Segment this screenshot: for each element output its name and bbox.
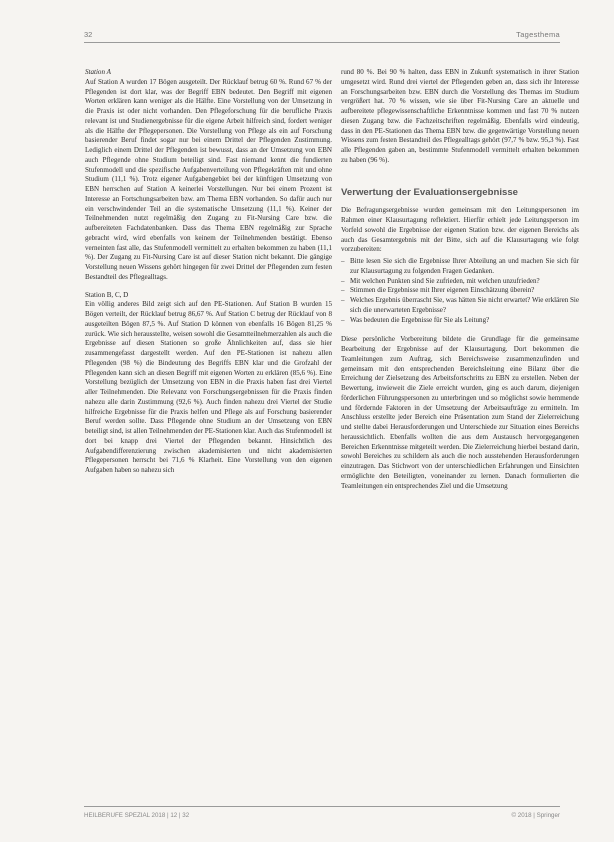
left-column — [85, 68, 332, 476]
list-item: – Bitte lesen Sie sich die Ergebnisse Ihrer Abteilung an und machen Sie sich für zur Klausurtagung zu folgenden Fragen Gedanken. — [341, 257, 579, 277]
page-number: 32 — [84, 30, 93, 39]
right-column — [341, 68, 579, 491]
list-item: – Mit welchen Punkten sind Sie zufrieden, mit welchen unzufrieden? — [341, 277, 579, 287]
footer-citation: HEILBERUFE SPEZIAL 2018 | 12 | 32 — [84, 812, 190, 819]
station-a-paragraph: Auf Station A wurden 17 Bögen ausgeteilt. Der Rücklauf betrug 60 %. Rund 67 % der Pflegenden ist dort klar, was der Begriff EBN bedeutet. Den Begriff mit eigenen Worten erklären kann weniger als die Hälfte. Eine Vorstellung von der Umsetzung in die Praxis ist oder nicht vorhanden. Den Pflegeforschung für die berufliche Praxis relevant ist und Studienergebnisse für die eigene Arbeit hilfreich sind, fordert weniger als die Hälfte der Pflegepersonen. Die Vorstellung von Pflege als ein auf Forschung basierender Beruf findet sogar nur bei einem Drittel der Pflegenden Zustimmung. Lediglich einem Drittel der Pflegenden ist bewusst, dass an der Umsetzung von EBN auch Pflegende ohne Studium beteiligt sind. Fast niemand kennt die fundierten Stufenmodell und die spezifische Aufgabenverteilung von Pflegekräften mit und ohne Studium (11,1 %). Trotz eigener Aufgabengebiet bei der künftigen Umsetzung von EBN herrschen auf Station A keinerlei Vorstellungen. Nur bei einem Prozent ist Interesse an Fortschungsarbeiten bzw. am Thema EBN vorhanden. So dafür auch nur ein verschwindender Teil an die systematische Umsetzung (11,1 %). Keiner der Teilnehmenden nutzt regelmäßig den Zugang zu Fit-Nursing Care bzw. die aufbereiteten Fachdatenbanken. Dass das Thema EBN regelmäßig zur Sprache gebracht wird, wird ebenfalls von keinem der Teilnehmenden bestätigt. Ebenso verneinten fast alle, das Stufenmodell vermittelt zu erhalten bekommen zu haben (11,1 %). Der Zugang zu Fit-Nursing Care ist auf dieser Station nicht bekannt. Die gängige Vorstellung neuen Wissens gehört hingegen für zwei Drittel der Pflegenden zum festen Bestandteil des Pflegealltags. — [85, 77, 332, 281]
running-head — [84, 28, 560, 43]
list-item: – Was bedeuten die Ergebnisse für Sie als Leitung? — [341, 316, 579, 326]
intro-paragraph: Die Befragungsergebnisse wurden gemeinsam mit den Leitungspersonen im Rahmen einer Klausurtagung reflektiert. Hierfür erhielt jede Leitungsperson im Vorfeld sowohl die Ergebnisse der eigenen Station bzw. der eigenen Bereichs als auch das Gesamtergebnis mit der Bitte, sich auf die Klausurtagung wie folgt vorzubereiten: — [341, 206, 579, 254]
station-bcd-heading: Station B, C, D — [85, 290, 129, 299]
question-list — [341, 257, 579, 325]
station-bcd-paragraph: Ein völlig anderes Bild zeigt sich auf den PE-Stationen. Auf Station B wurden 15 Bögen verteilt, der Rücklauf betrug 86,67 %. Auf Station C betrug der Rücklauf von 8 ausgeteilten Bögen 87,5 %. Auf Station D können von ebenfalls 16 Bögen 81,25 % zurück. Wie sich herausstellte, weisen sowohl die Gesamtteilnehmerzahlen als auch die Ergebnisse auf diesen Stationen so große Ähnlichkeiten auf, dass sie hier zusammengefasst dargestellt werden. Auf den PE-Stationen ist nahezu allen Pflegenden (98 %) die Bindeutung des Begriffs EBN klar und die Grofzahl der Pflegenden kann sich an diesen Begriff mit eigenen Worten zu erklären (85,6 %). Eine Vorstellung bezüglich der Umsetzung von EBN in die Praxis haben fast drei Viertel aller Teilnehmenden. Die Relevanz von Forschungsergebnissen für die Praxis finden nahezu alle darin Zustimmung (92,6 %). Auch finden nahezu drei Viertel der Studie hilfreiche Ergebnisse für die Praxis helfen und Pflege als auf Forschung basierender Beruf werden sollte. Dass Pflegende ohne Studium an der Umsetzung von EBN beteiligt sind, ist allen Teilnehmenden der PE-Stationen klar. Auch das Stufenmodell ist dort bei knapp drei Viertel der Pflegenden bekannt. Hinsichtlich des Aufgabendifferenzierung zwischen akademisierten und nicht akademisierten Pflegepersonen herrscht bei 71,6 % Klarheit. Eine Vorstellung von den eigenen Aufgaben haben so nahezu sich — [85, 300, 332, 474]
section-label: Tagesthema — [516, 30, 560, 39]
footer-publisher: © 2018 | Springer — [511, 812, 560, 819]
page-footer — [84, 806, 560, 821]
list-item: – Welches Ergebnis überrascht Sie, was hätten Sie nicht erwartet? Wie erklären Sie sich die unerwarteten Ergebnisse? — [341, 296, 579, 316]
station-a-heading: Station A — [85, 68, 111, 76]
list-item: – Stimmen die Ergebnisse mit Ihrer eigenen Einschätzung überein? — [341, 286, 579, 296]
continued-paragraph: rund 80 %. Bei 90 % halten, dass EBN in Zukunft systematisch in ihrer Station umgesetzt wird. Rund drei viertel der Pflegenden geben an, dass sich ihr Interesse an Forschungsarbeiten bzw. EBN durch die Vorstellung des Themas im Studium vergrößert hat. 70 % wissen, wie sie über Fit-Nursing Care an aktuelle und aufbereitete pflegewissenschaftliche Erkenntnisse kommen und fast 70 % nutzen diesen Zugang bzw. die Fachzeitschriften regelmäßig. Ebenfalls wird eindeutig, dass in den PE-Stationen das Thema EBN bzw. die gegenwärtige Vorstellung neuen Wissens zum festen Bestandteil des Pflegealltags gehört (97,7 % bzw. 95,3 %). Fast alle Pflegenden gaben an, bestimmte Stufenmodell vermittelt erhalten bekommen zu haben (96 %). — [341, 68, 579, 164]
section-heading: Verwertung der Evaluationsergebnisse — [341, 186, 519, 198]
outcome-paragraph: Diese persönliche Vorbereitung bildete die Grundlage für die gemeinsame Bearbeitung der Ergebnisse auf der Klausurtagung. Dort bekommen die Teamleitungen zum Auftrag, sich Bereichsweise zusammenzufinden und gemeinsam mit den entsprechenden Bereichsleitung eine Bilanz über die Erreichung der Zielsetzung des Arbeitsfortschritts zu EBN zu erstellen. Neben der Bewertung, inwieweit die Ziele erreicht wurden, ging es auch darum, diejenigen förderlichen Führungspersonen zu unterbringen und so möglichst sowie hemmende und fördernde Faktoren in der Umsetzung der Arbeitsaufträge zu ermitteln. Im Anschluss erstellte jeder Bereich eine Präsentation zum Stand der Zielerreichung und stellte dabei Herausforderungen und Unterschiede zur Situation eines Bereichs heraussichtlich. Ebenfalls wollten die aus dem Austausch hervorgegangenen Bereichen Erkenntnisse mitgeteilt werden. Die Zielerreichung hierbei bestand darin, sowohl Bereiches zu schildern als auch die noch ausstehenden Herausforderungen einzutragen. Das Stichwort von der unterschiedlichen Erfahrungen und Einsichten ermöglichte den Beteiligten, voneinander zu lernen. Danach formulierten die Teamleitungen ein entsprechendes Ziel und die Umsetzung — [341, 335, 579, 490]
